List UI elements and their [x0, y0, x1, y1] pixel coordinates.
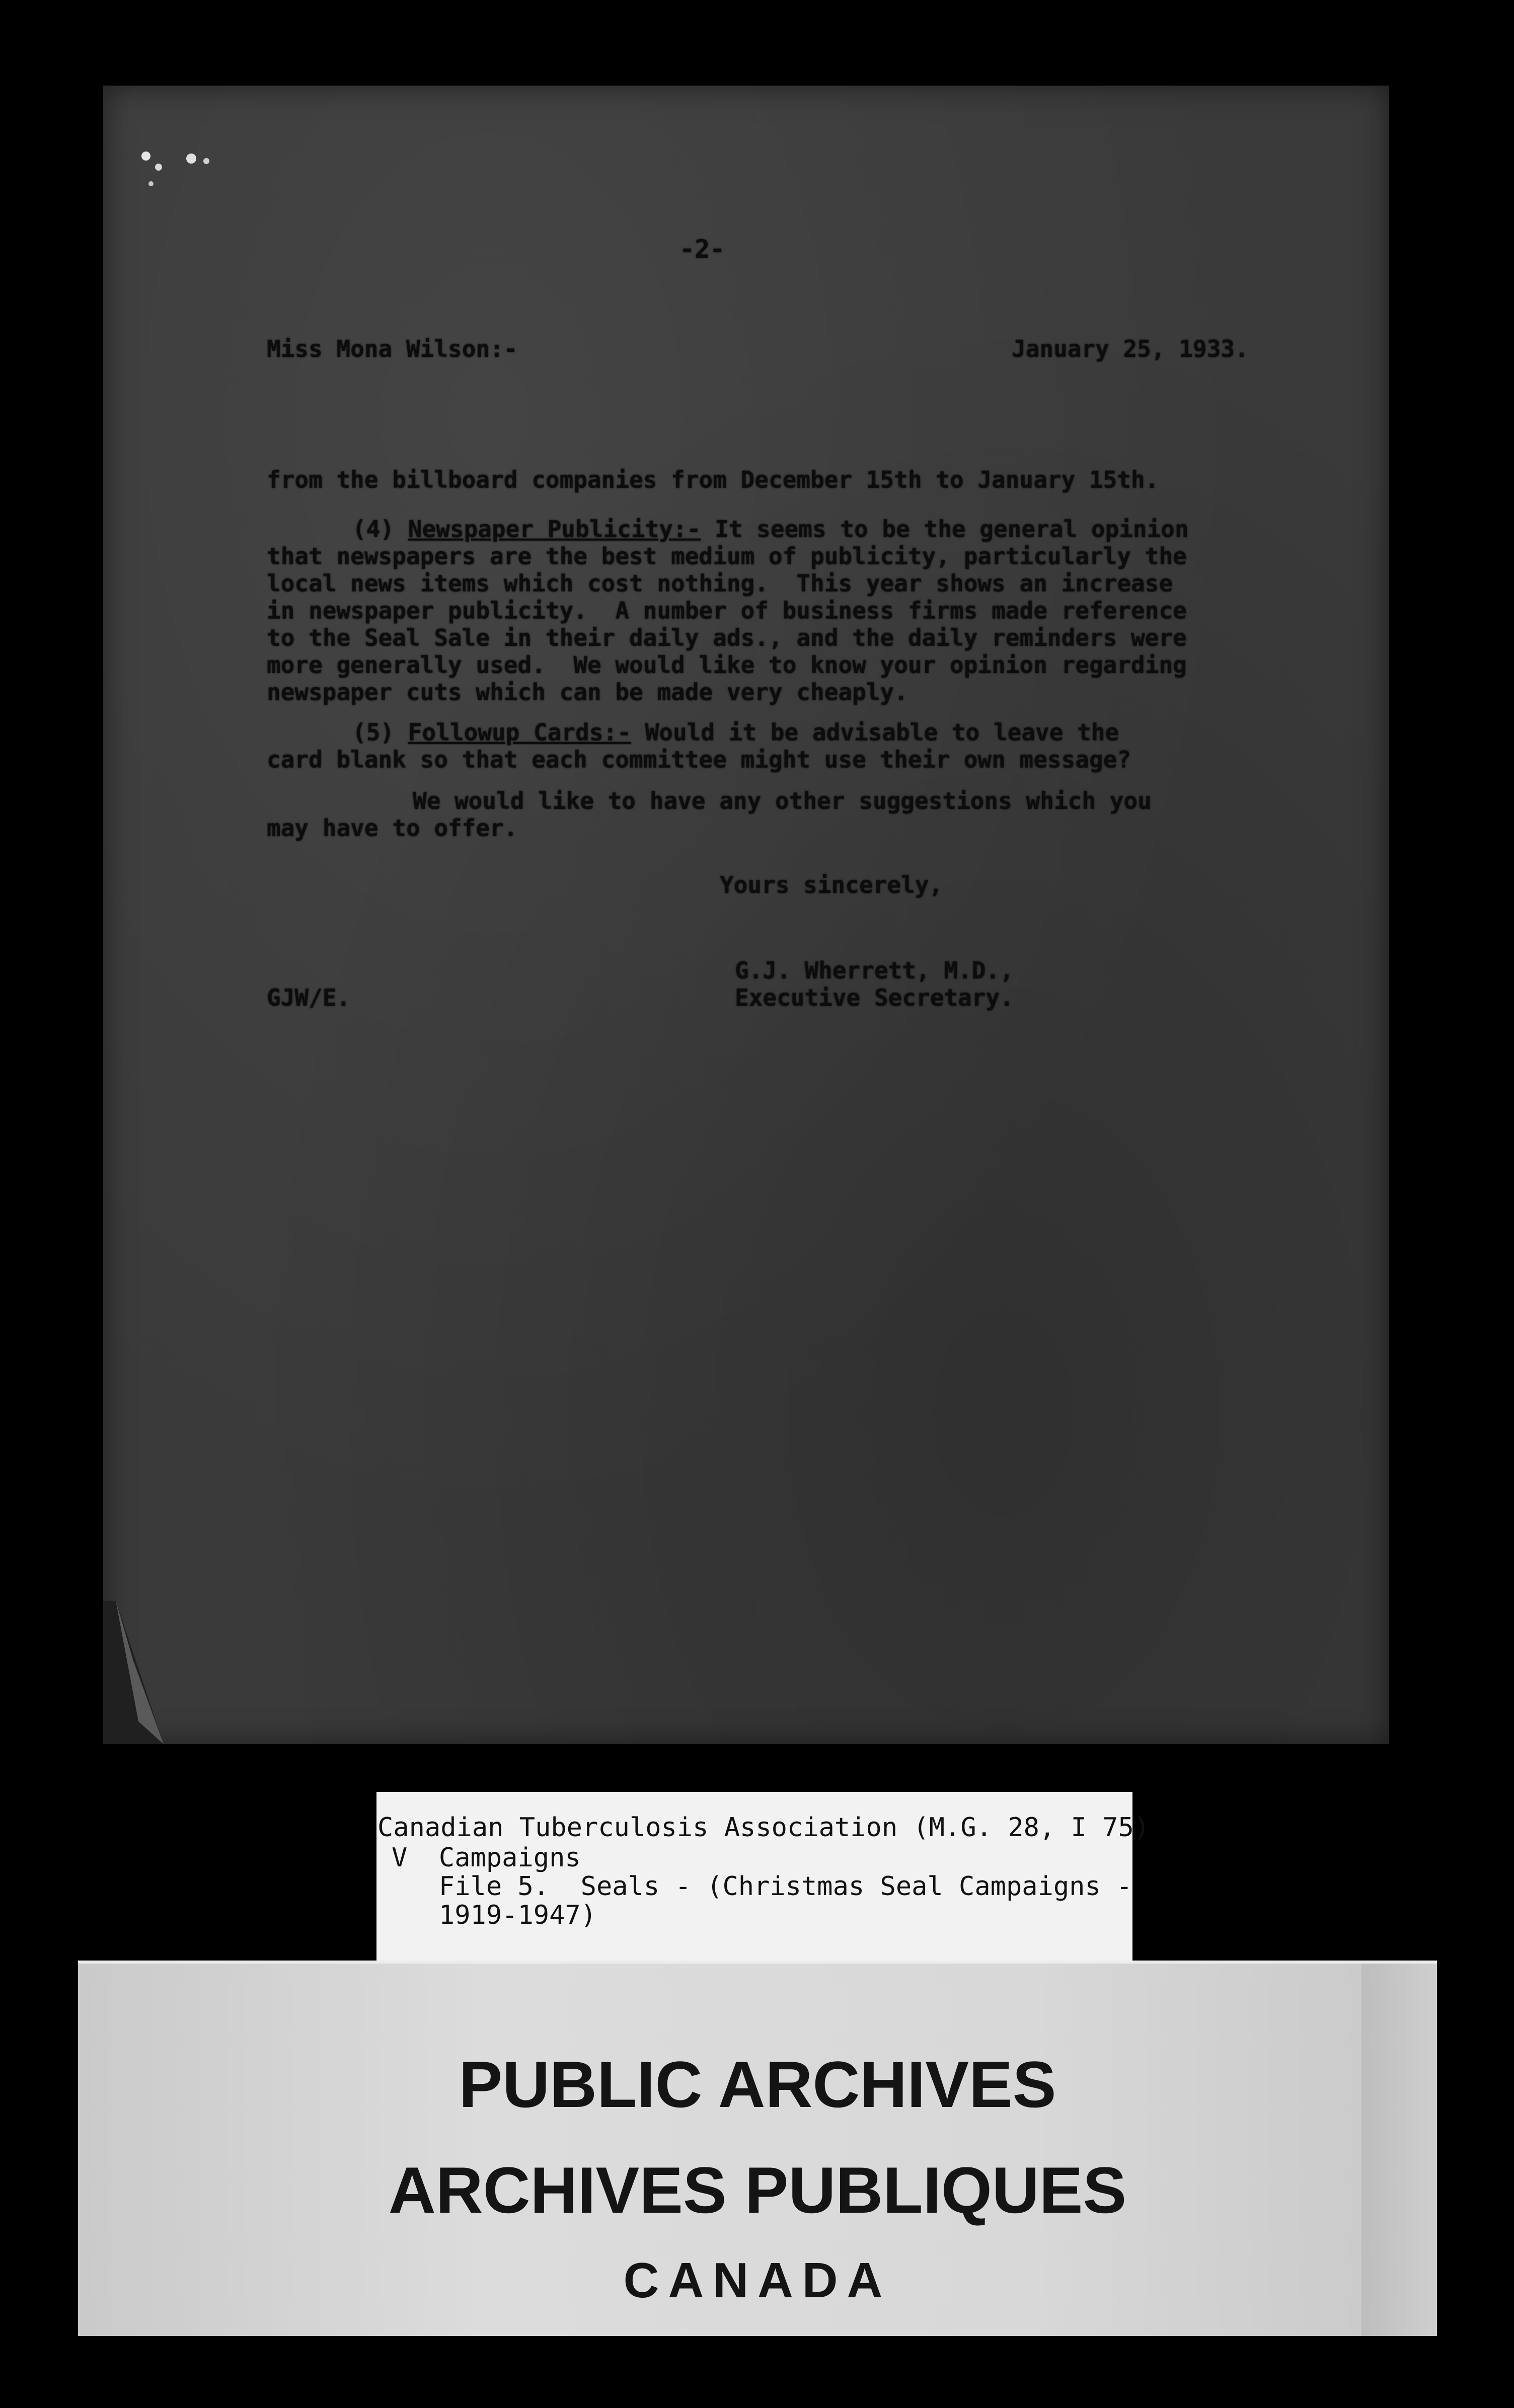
paragraph-line: card blank so that each committee might use their own message?: [267, 746, 1131, 773]
paragraph-heading: Newspaper Publicity:-: [408, 515, 701, 543]
signer-name: G.J. Wherrett, M.D.,: [735, 957, 1014, 984]
folded-corner: [103, 1601, 174, 1747]
paragraph-text: It seems to be the general opinion: [701, 515, 1189, 543]
banner-title-french: ARCHIVES PUBLIQUES: [388, 2153, 1127, 2227]
paragraph-5-first-line: [352, 721, 1119, 744]
closing-line: We would like to have any other suggestions which you: [413, 787, 1152, 814]
signer-title: Executive Secretary.: [735, 984, 1014, 1011]
smudge-spot: [148, 181, 154, 186]
banner-country: CANADA: [623, 2252, 892, 2308]
salutation: Yours sincerely,: [720, 871, 943, 898]
paragraph-line: that newspapers are the best medium of publicity, particularly the: [267, 543, 1187, 570]
letter-page: [103, 86, 1389, 1744]
paragraph-number: (5): [352, 719, 395, 746]
letter-date: January 25, 1933.: [1012, 335, 1249, 362]
label-collection: Canadian Tuberculosis Association (M.G. 28, I 75): [377, 1813, 1150, 1843]
smudge-marks: [131, 136, 232, 206]
smudge-spot: [155, 164, 162, 171]
label-dates: 1919-1947): [392, 1900, 596, 1930]
body-line: from the billboard companies from December 15th to January 15th.: [267, 466, 1159, 493]
paragraph-heading: Followup Cards:-: [408, 719, 631, 746]
label-file: File 5. Seals - (Christmas Seal Campaigns -: [392, 1871, 1132, 1902]
paragraph-line: more generally used. We would like to know your opinion regarding: [267, 651, 1187, 679]
paragraph-line: local news items which cost nothing. This year shows an increase: [267, 570, 1173, 597]
smudge-spot: [141, 152, 150, 161]
archive-reference-label: [376, 1792, 1150, 1963]
paragraph-text: Would it be advisable to leave the: [631, 719, 1119, 746]
page-number: -2-: [679, 235, 725, 264]
paragraph-line: in newspaper publicity. A number of business firms made reference: [267, 597, 1187, 624]
banner-title-english: PUBLIC ARCHIVES: [459, 2048, 1056, 2121]
typist-initials: GJW/E.: [267, 984, 351, 1011]
recipient-name: Miss Mona Wilson:-: [267, 335, 518, 362]
paragraph-number: (4): [352, 515, 395, 543]
paragraph-4-first-line: [352, 517, 1189, 541]
paragraph-line: newspaper cuts which can be made very cheaply.: [267, 679, 908, 706]
label-series: V Campaigns: [392, 1843, 581, 1873]
smudge-spot: [203, 158, 209, 164]
paragraph-line: to the Seal Sale in their daily ads., and the daily reminders were: [267, 624, 1187, 651]
smudge-spot: [186, 154, 196, 164]
public-archives-banner: [78, 1961, 1437, 2336]
closing-line: may have to offer.: [267, 814, 518, 842]
